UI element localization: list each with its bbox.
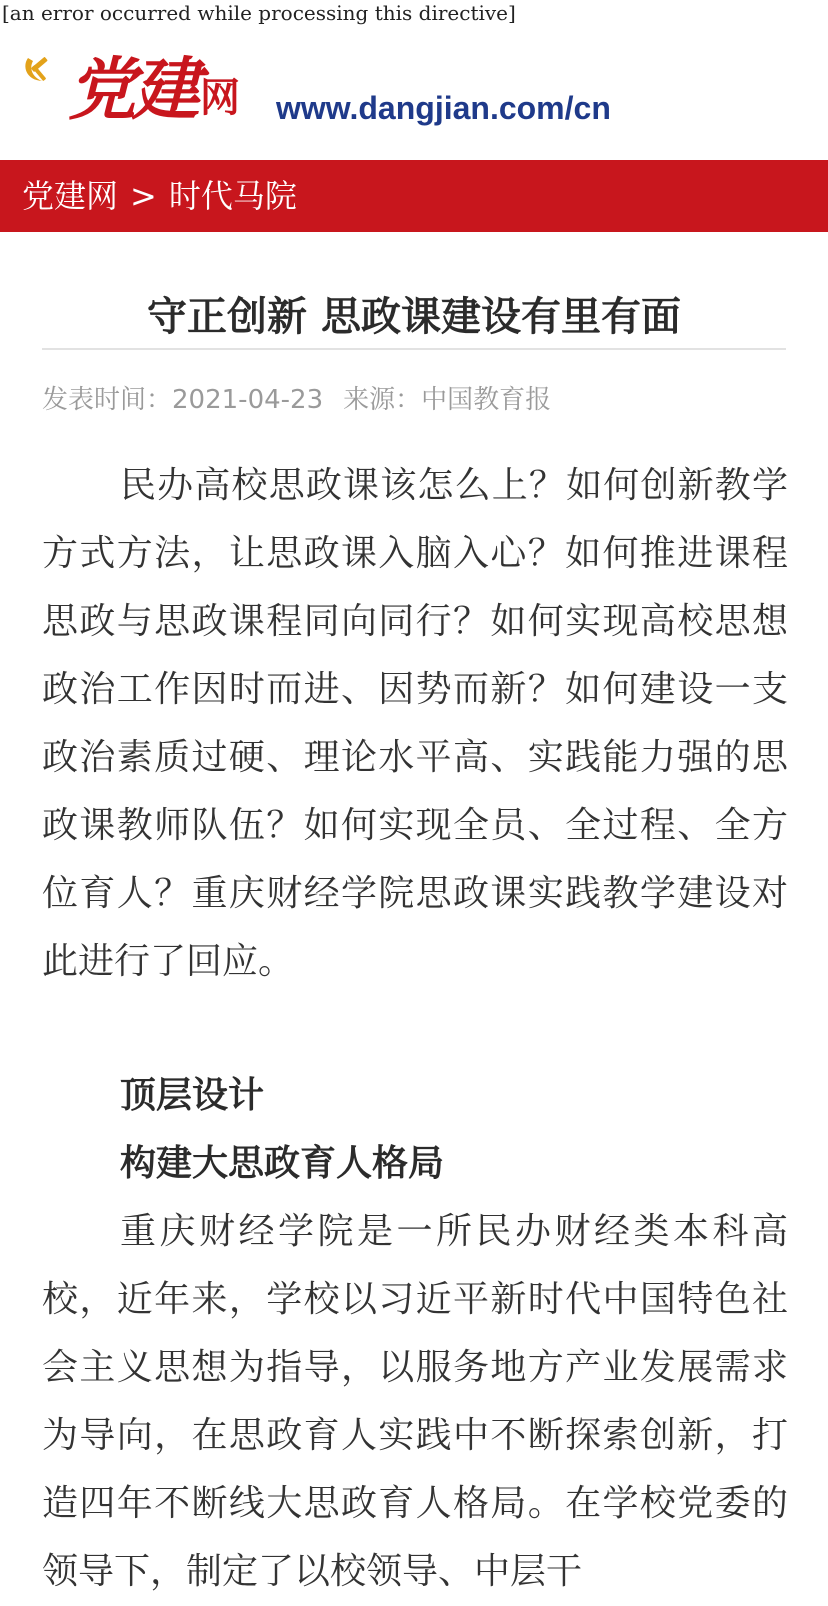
article-title: 守正创新 思政课建设有里有面 (147, 293, 681, 340)
logo-suffix: 网 (200, 74, 241, 121)
hammer-sickle-icon (20, 50, 56, 86)
breadcrumb-bar (0, 160, 828, 232)
breadcrumb (22, 160, 297, 232)
site-logo[interactable] (68, 48, 240, 140)
source-name: 中国教育报 (421, 385, 552, 415)
article-meta (42, 380, 551, 420)
date-label: 发表时间： (42, 385, 173, 415)
article-paragraph-1: 民办高校思政课该怎么上？如何创新教学方式方法，让思政课入脑入心？如何推进课程思政与思政课程同向同行？如何实现高校思想政治工作因时而进、因势而新？如何建设一支政治素质过硬、理论水平高、实践能力强的思政课教师队伍？如何实现全员、全过程、全方位育人？重庆财经学院思政课实践教学建设对此进行了回应。 (42, 465, 788, 982)
source-label: 来源： (343, 385, 422, 415)
article-paragraph-2: 重庆财经学院是一所民办财经类本科高校，近年来，学校以习近平新时代中国特色社会主义思想为指导，以服务地方产业发展需求为导向，在思政育人实践中不断探索创新，打造四年不断线大思政育人格局。在学校党委的领导下，制定了以校领导、中层干 (42, 1211, 788, 1592)
site-url[interactable]: www.dangjian.com/cn (276, 90, 611, 126)
title-divider (42, 348, 786, 350)
breadcrumb-home-link[interactable]: 党建网 (22, 177, 119, 215)
breadcrumb-current-link[interactable]: 时代马院 (168, 177, 297, 215)
breadcrumb-separator: > (130, 177, 157, 215)
publish-date: 2021-04-23 (172, 385, 324, 415)
site-header (0, 30, 828, 160)
section-heading-1: 顶层设计 (120, 1075, 265, 1116)
section-heading-2: 构建大思政育人格局 (120, 1143, 445, 1184)
logo-text: 党建 (68, 50, 197, 130)
ssi-error-message: [an error occurred while processing this directive] (2, 1, 516, 25)
